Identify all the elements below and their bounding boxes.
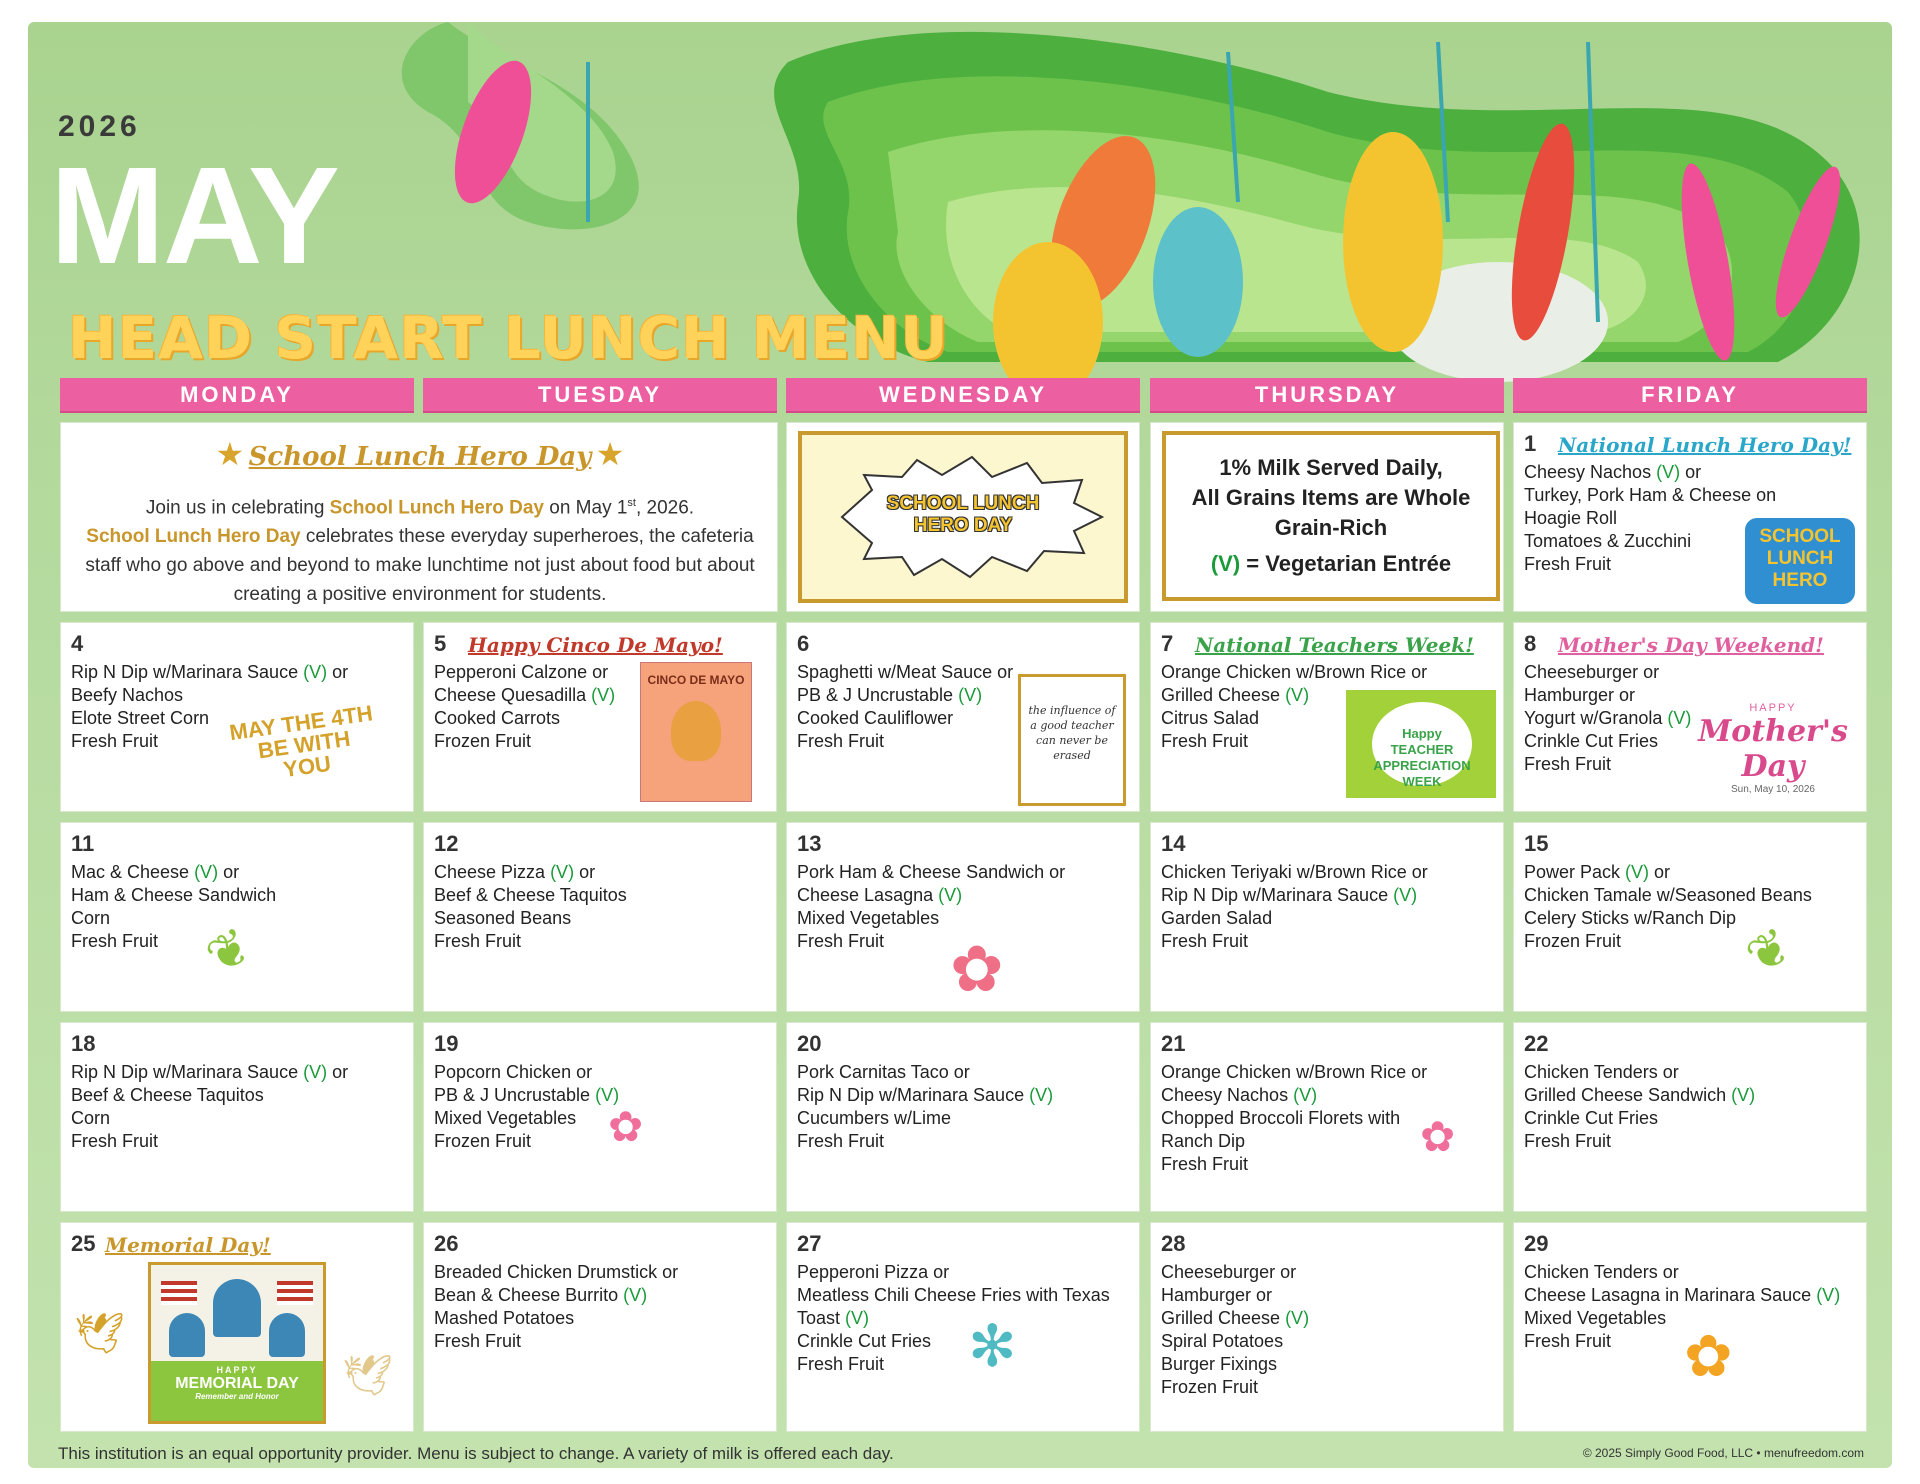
menu-item: Garden Salad bbox=[1161, 908, 1273, 928]
menu-item: Yogurt w/Granola (V) bbox=[1524, 708, 1692, 728]
menu-item: Fresh Fruit bbox=[1524, 754, 1612, 774]
day-cell bbox=[423, 822, 777, 1012]
menu-item: Rip N Dip w/Marinara Sauce (V) or bbox=[71, 662, 349, 682]
menu-item: Burger Fixings bbox=[1161, 1354, 1278, 1374]
vegetarian-marker: (V) bbox=[303, 1062, 328, 1082]
menu-items bbox=[1161, 1261, 1309, 1399]
menu-item: Beef & Cheese Taquitos bbox=[71, 1085, 264, 1105]
menu-item: Crinkle Cut Fries bbox=[1524, 1108, 1659, 1128]
info-box bbox=[1162, 431, 1500, 601]
menu-item: Fresh Fruit bbox=[71, 931, 159, 951]
menu-item: Fresh Fruit bbox=[1161, 731, 1249, 751]
day-cell bbox=[786, 1222, 1140, 1432]
info-cell bbox=[1150, 422, 1504, 612]
menu-items bbox=[797, 1061, 1053, 1153]
day-number: 21 bbox=[1161, 1031, 1186, 1056]
menu-item: Citrus Salad bbox=[1161, 708, 1260, 728]
star-icon: ★ bbox=[595, 436, 625, 472]
menu-item: Beef & Cheese Taquitos bbox=[434, 885, 627, 905]
gravestone-icon bbox=[269, 1313, 305, 1357]
day-header-thursday: THURSDAY bbox=[1150, 378, 1504, 411]
flower-icon: ✻ bbox=[968, 1314, 1017, 1379]
memorial-day-art: HAPPY MEMORIAL DAY Remember and Honor bbox=[148, 1262, 326, 1424]
menu-item: Meatless Chili Cheese Fries with Texas bbox=[797, 1285, 1110, 1305]
menu-item: Cheeseburger or bbox=[1161, 1262, 1297, 1282]
menu-item: Fresh Fruit bbox=[71, 1131, 159, 1151]
vegetarian-marker: (V) bbox=[550, 862, 575, 882]
menu-item: Elote Street Corn bbox=[71, 708, 210, 728]
day-header-tuesday: TUESDAY bbox=[423, 378, 777, 411]
menu-item: Chicken Tenders or bbox=[1524, 1062, 1679, 1082]
menu-item: Fresh Fruit bbox=[797, 731, 885, 751]
menu-items bbox=[434, 1261, 678, 1353]
flag-icon bbox=[161, 1281, 197, 1305]
menu-item: Cooked Cauliflower bbox=[797, 708, 954, 728]
day-number: 7 bbox=[1161, 631, 1174, 656]
teacher-appreciation-art: Happy TEACHER APPRECIATION WEEK bbox=[1346, 690, 1496, 798]
day-number: 26 bbox=[434, 1231, 459, 1256]
vegetarian-marker: (V) bbox=[595, 1085, 620, 1105]
menu-items bbox=[434, 861, 627, 953]
star-icon: ★ bbox=[215, 436, 245, 472]
day-number: 22 bbox=[1524, 1031, 1549, 1056]
menu-item: Fresh Fruit bbox=[1524, 1131, 1612, 1151]
dove-icon: 🕊 bbox=[74, 1312, 125, 1356]
menu-items bbox=[1161, 1061, 1427, 1176]
menu-item: Cheesy Nachos (V) or bbox=[1524, 462, 1702, 482]
menu-item: Corn bbox=[71, 1108, 111, 1128]
menu-items bbox=[1524, 461, 1776, 576]
banner-line-1: SCHOOL LUNCH bbox=[886, 493, 1040, 514]
hero-banner bbox=[798, 431, 1128, 603]
menu-item: Hamburger or bbox=[1524, 685, 1636, 705]
day-header-wednesday: WEDNESDAY bbox=[786, 378, 1140, 411]
menu-item: Spiral Potatoes bbox=[1161, 1331, 1284, 1351]
menu-item: Orange Chicken w/Brown Rice or bbox=[1161, 1062, 1428, 1082]
vegetarian-marker: (V) bbox=[1656, 462, 1681, 482]
menu-item: Cheese Quesadilla (V) bbox=[434, 685, 616, 705]
menu-item: Cheese Lasagna (V) bbox=[797, 885, 963, 905]
menu-item: Cheeseburger or bbox=[1524, 662, 1660, 682]
menu-item: Frozen Fruit bbox=[1524, 931, 1622, 951]
leaf-icon: ❦ bbox=[1736, 916, 1802, 986]
menu-item: Chicken Tamale w/Seasoned Beans bbox=[1524, 885, 1812, 905]
leaf-icon: ❦ bbox=[196, 916, 262, 986]
menu-item: Pepperoni Pizza or bbox=[797, 1262, 950, 1282]
menu-item: Breaded Chicken Drumstick or bbox=[434, 1262, 679, 1282]
day-number: 27 bbox=[797, 1231, 822, 1256]
menu-item: Pork Carnitas Taco or bbox=[797, 1062, 970, 1082]
menu-item: Crinkle Cut Fries bbox=[1524, 731, 1659, 751]
dove-icon: 🕊 bbox=[342, 1354, 393, 1398]
menu-item: Turkey, Pork Ham & Cheese on bbox=[1524, 485, 1777, 505]
menu-items bbox=[1524, 1061, 1755, 1153]
day-number: 18 bbox=[71, 1031, 96, 1056]
menu-item: Cucumbers w/Lime bbox=[797, 1108, 952, 1128]
flower-icon: ✿ bbox=[608, 1103, 644, 1150]
menu-item: Frozen Fruit bbox=[1161, 1377, 1259, 1397]
menu-page bbox=[28, 22, 1892, 1468]
day-number: 14 bbox=[1161, 831, 1186, 856]
menu-items bbox=[1161, 861, 1428, 953]
menu-item: Fresh Fruit bbox=[71, 731, 159, 751]
hero-day-block bbox=[60, 422, 778, 612]
vegetarian-marker: (V) bbox=[1293, 1085, 1318, 1105]
vegetarian-marker: (V) bbox=[1285, 685, 1310, 705]
special-event-title: Happy Cinco De Mayo! bbox=[468, 633, 723, 657]
banner-line-2: HERO DAY bbox=[913, 515, 1013, 536]
menu-item: Fresh Fruit bbox=[1161, 1154, 1249, 1174]
menu-item: Spaghetti w/Meat Sauce or bbox=[797, 662, 1014, 682]
special-event-title: National Lunch Hero Day! bbox=[1558, 433, 1852, 457]
year-label: 2026 bbox=[58, 110, 141, 143]
menu-item: Rip N Dip w/Marinara Sauce (V) bbox=[1161, 885, 1418, 905]
vegetarian-marker: (V) bbox=[1731, 1085, 1756, 1105]
may-the-4th-art: MAY THE 4TH BE WITH YOU bbox=[227, 700, 375, 783]
menu-item: Chicken Teriyaki w/Brown Rice or bbox=[1161, 862, 1428, 882]
menu-items bbox=[797, 661, 1013, 753]
day-cell bbox=[60, 1022, 414, 1212]
vegetarian-marker: (V) bbox=[303, 662, 328, 682]
flower-icon: ✿ bbox=[1684, 1324, 1733, 1389]
menu-item: Mixed Vegetables bbox=[1524, 1308, 1667, 1328]
day-number: 20 bbox=[797, 1031, 822, 1056]
menu-item: Mixed Vegetables bbox=[434, 1108, 577, 1128]
vegetarian-marker: (V) bbox=[591, 685, 616, 705]
hero-day-title: School Lunch Hero Day bbox=[248, 442, 592, 472]
menu-item: Ranch Dip bbox=[1161, 1131, 1246, 1151]
day-number: 13 bbox=[797, 831, 822, 856]
day-number: 19 bbox=[434, 1031, 459, 1056]
menu-item: Frozen Fruit bbox=[434, 731, 532, 751]
gravestone-icon bbox=[169, 1313, 205, 1357]
menu-item: Fresh Fruit bbox=[1524, 554, 1612, 574]
menu-item: Mashed Potatoes bbox=[434, 1308, 575, 1328]
menu-item: Popcorn Chicken or bbox=[434, 1062, 593, 1082]
day-cell bbox=[1513, 1022, 1867, 1212]
info-line-1: 1% Milk Served Daily, bbox=[1219, 455, 1443, 480]
menu-item: Mixed Vegetables bbox=[797, 908, 940, 928]
hero-day-text: Join us in celebrating School Lunch Hero Day on May 1st, 2026. School Lunch Hero Day celebrates these everyday superheroes, the cafeteria staff who go above and beyond to make lunchtime not just about food but about creating a positive environment for students. bbox=[85, 497, 755, 606]
vegetarian-marker: (V) bbox=[958, 685, 983, 705]
info-line-2: All Grains Items are Whole bbox=[1191, 485, 1471, 510]
info-line-3: Grain-Rich bbox=[1274, 515, 1388, 540]
menu-item: Fresh Fruit bbox=[1161, 931, 1249, 951]
menu-item: Corn bbox=[71, 908, 111, 928]
day-cell bbox=[423, 1222, 777, 1432]
day-cell bbox=[423, 1022, 777, 1212]
flower-icon: ✿ bbox=[950, 933, 1004, 1005]
vegetarian-marker: (V) bbox=[1029, 1085, 1054, 1105]
day-number: 12 bbox=[434, 831, 459, 856]
menu-item: PB & J Uncrustable (V) bbox=[797, 685, 983, 705]
menu-item: Pork Ham & Cheese Sandwich or bbox=[797, 862, 1066, 882]
day-number: 15 bbox=[1524, 831, 1549, 856]
day-cell bbox=[1513, 822, 1867, 1012]
day-number: 8 bbox=[1524, 631, 1537, 656]
menu-items bbox=[1524, 661, 1691, 776]
menu-item: Frozen Fruit bbox=[434, 1131, 532, 1151]
menu-item: Grilled Cheese (V) bbox=[1161, 685, 1310, 705]
day-header-monday: MONDAY bbox=[60, 378, 414, 411]
menu-item: Bean & Cheese Burrito (V) bbox=[434, 1285, 648, 1305]
menu-item: Cheese Pizza (V) or bbox=[434, 862, 596, 882]
info-line-4: (V) = Vegetarian Entrée bbox=[1210, 551, 1452, 576]
menu-item: Grilled Cheese Sandwich (V) bbox=[1524, 1085, 1756, 1105]
vegetarian-marker: (V) bbox=[1667, 708, 1692, 728]
footer-copyright: © 2025 Simply Good Food, LLC • menufreedom.com bbox=[1582, 1446, 1864, 1460]
day-number: 6 bbox=[797, 631, 810, 656]
day-cell bbox=[60, 822, 414, 1012]
cinco-de-mayo-art: CINCO DE MAYO bbox=[640, 662, 752, 802]
day-number: 4 bbox=[71, 631, 84, 656]
menu-item: Chopped Broccoli Florets with bbox=[1161, 1108, 1401, 1128]
vegetarian-marker: (V) bbox=[845, 1308, 870, 1328]
footer-disclaimer: This institution is an equal opportunity provider. Menu is subject to change. A variety of milk is offered each day. bbox=[58, 1444, 894, 1463]
menu-item: Hoagie Roll bbox=[1524, 508, 1618, 528]
guitar-icon bbox=[671, 701, 721, 761]
menu-items bbox=[434, 1061, 619, 1153]
menu-item: Mac & Cheese (V) or bbox=[71, 862, 240, 882]
flower-icon: ✿ bbox=[1420, 1113, 1456, 1160]
vegetarian-marker: (V) bbox=[1393, 885, 1418, 905]
menu-subtitle: HEAD START LUNCH MENU bbox=[68, 304, 949, 372]
vegetarian-marker: (V) bbox=[194, 862, 219, 882]
flag-icon bbox=[277, 1281, 313, 1305]
menu-item: Fresh Fruit bbox=[434, 1331, 522, 1351]
menu-items bbox=[71, 1061, 348, 1153]
special-event-title: National Teachers Week! bbox=[1195, 633, 1474, 657]
menu-item: Cheesy Nachos (V) bbox=[1161, 1085, 1318, 1105]
day-header-friday: FRIDAY bbox=[1513, 378, 1867, 411]
teacher-quote-art: the influence of a good teacher can never be erased bbox=[1018, 674, 1126, 806]
vegetarian-marker: (V) bbox=[623, 1285, 648, 1305]
menu-items bbox=[434, 661, 615, 753]
menu-item: PB & J Uncrustable (V) bbox=[434, 1085, 620, 1105]
menu-item: Crinkle Cut Fries bbox=[797, 1331, 932, 1351]
menu-item: Pepperoni Calzone or bbox=[434, 662, 609, 682]
menu-item: Tomatoes & Zucchini bbox=[1524, 531, 1692, 551]
mothers-day-art: HAPPY Mother's Day Sun, May 10, 2026 bbox=[1698, 702, 1848, 795]
day-number: 29 bbox=[1524, 1231, 1549, 1256]
lunch-hero-sticker: SCHOOL LUNCH HERO bbox=[1745, 518, 1855, 604]
day-cell bbox=[1150, 822, 1504, 1012]
vegetarian-marker: (V) bbox=[1285, 1308, 1310, 1328]
menu-item: Chicken Tenders or bbox=[1524, 1262, 1679, 1282]
day-number: 1 bbox=[1524, 431, 1537, 456]
vegetarian-marker: (V) bbox=[1625, 862, 1650, 882]
menu-item: Hamburger or bbox=[1161, 1285, 1273, 1305]
menu-item: Fresh Fruit bbox=[797, 1131, 885, 1151]
gravestone-icon bbox=[213, 1279, 261, 1337]
special-event-title: Mother's Day Weekend! bbox=[1558, 633, 1824, 657]
menu-item: Celery Sticks w/Ranch Dip bbox=[1524, 908, 1737, 928]
vegetarian-marker: (V) bbox=[938, 885, 963, 905]
month-title: MAY bbox=[50, 139, 338, 293]
day-number: 11 bbox=[71, 831, 95, 856]
day-cell bbox=[786, 1022, 1140, 1212]
menu-item: Fresh Fruit bbox=[1524, 1331, 1612, 1351]
menu-item: Orange Chicken w/Brown Rice or bbox=[1161, 662, 1428, 682]
menu-items bbox=[797, 1261, 1110, 1376]
menu-item: Grilled Cheese (V) bbox=[1161, 1308, 1310, 1328]
menu-item: Power Pack (V) or bbox=[1524, 862, 1671, 882]
menu-item: Fresh Fruit bbox=[434, 931, 522, 951]
day-cell bbox=[1150, 1222, 1504, 1432]
menu-items bbox=[1524, 1261, 1840, 1353]
special-event-title: Memorial Day! bbox=[105, 1233, 271, 1257]
menu-item: Ham & Cheese Sandwich bbox=[71, 885, 277, 905]
menu-item: Fresh Fruit bbox=[797, 931, 885, 951]
menu-item: Seasoned Beans bbox=[434, 908, 572, 928]
vegetarian-marker: (V) bbox=[1816, 1285, 1841, 1305]
menu-items bbox=[797, 861, 1065, 953]
day-number: 5 bbox=[434, 631, 447, 656]
menu-item: Rip N Dip w/Marinara Sauce (V) or bbox=[71, 1062, 349, 1082]
menu-item: Rip N Dip w/Marinara Sauce (V) bbox=[797, 1085, 1054, 1105]
menu-item: Fresh Fruit bbox=[797, 1354, 885, 1374]
menu-item: Cheese Lasagna in Marinara Sauce (V) bbox=[1524, 1285, 1841, 1305]
day-number: 25 bbox=[71, 1231, 96, 1256]
day-number: 28 bbox=[1161, 1231, 1186, 1256]
menu-item: Cooked Carrots bbox=[434, 708, 561, 728]
hero-banner-cell bbox=[786, 422, 1140, 612]
menu-item: Beefy Nachos bbox=[71, 685, 184, 705]
menu-item: Toast (V) bbox=[797, 1308, 870, 1328]
